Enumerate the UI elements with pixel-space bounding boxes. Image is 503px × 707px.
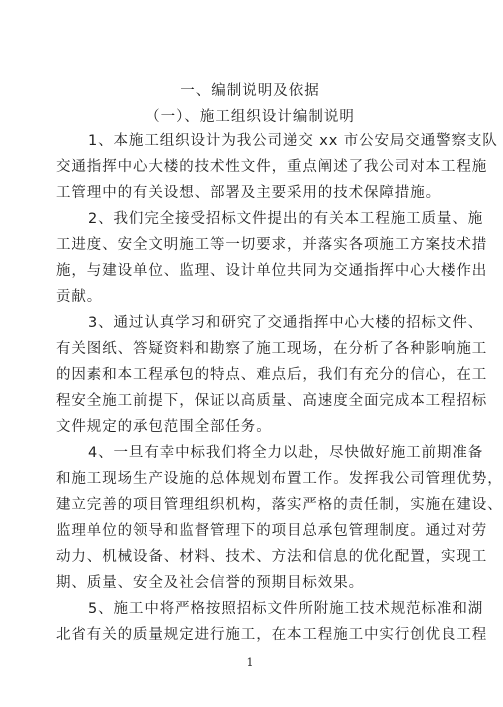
paragraph-line: 和施工现场生产设施的总体规划布置工作。发挥我公司管理优势， bbox=[56, 471, 503, 487]
paragraph-line: 动力、机械设备、材料、技术、方法和信息的优化配置，实现工 bbox=[56, 549, 488, 565]
section-heading: 一、编制说明及依据 bbox=[180, 83, 320, 99]
paragraph-line: 有关图纸、答疑资料和勘察了施工现场，在分析了各种影响施工 bbox=[56, 341, 488, 357]
subsection-heading: （一）、施工组织设计编制说明 bbox=[145, 109, 355, 125]
paragraph-line: 施，与建设单位、监理、设计单位共同为交通指挥中心大楼作出 bbox=[56, 263, 488, 279]
paragraph-line: 2、我们完全接受招标文件提出的有关本工程施工质量、施 bbox=[88, 211, 484, 227]
paragraph-line: 工进度、安全文明施工等一切要求，并落实各项施工方案技术措 bbox=[56, 237, 488, 253]
paragraph-line: 文件规定的承包范围全部任务。 bbox=[56, 419, 272, 435]
page-number: 1 bbox=[246, 656, 254, 669]
paragraph-line: 监理单位的领导和监督管理下的项目总承包管理制度。通过对劳 bbox=[56, 523, 488, 539]
paragraph-line: 5、施工中将严格按照招标文件所附施工技术规范标准和湖 bbox=[88, 601, 484, 617]
paragraph-line: 期、质量、安全及社会信誉的预期目标效果。 bbox=[56, 575, 364, 591]
paragraph-line: 建立完善的项目管理组织机构，落实严格的责任制，实施在建设、 bbox=[56, 497, 503, 513]
paragraph-line: 工管理中的有关设想、部署及主要采用的技术保障措施。 bbox=[56, 185, 441, 201]
paragraph-line: 贡献。 bbox=[56, 289, 103, 305]
paragraph-line: 4、一旦有幸中标我们将全力以赴，尽快做好施工前期准备 bbox=[88, 445, 484, 461]
paragraph-line: 3、通过认真学习和研究了交通指挥中心大楼的招标文件、 bbox=[88, 315, 484, 331]
paragraph-line: 交通指挥中心大楼的技术性文件，重点阐述了我公司对本工程施 bbox=[56, 159, 488, 175]
paragraph-line: 程安全施工前提下，保证以高质量、高速度全面完成本工程招标 bbox=[56, 393, 488, 409]
paragraph-line: 北省有关的质量规定进行施工，在本工程施工中实行创优良工程 bbox=[56, 627, 488, 643]
paragraph-line: 的因素和本工程承包的特点、难点后，我们有充分的信心，在工 bbox=[56, 367, 488, 383]
paragraph-line: 1、本施工组织设计为我公司递交 xx 市公安局交通警察支队 bbox=[88, 133, 498, 149]
